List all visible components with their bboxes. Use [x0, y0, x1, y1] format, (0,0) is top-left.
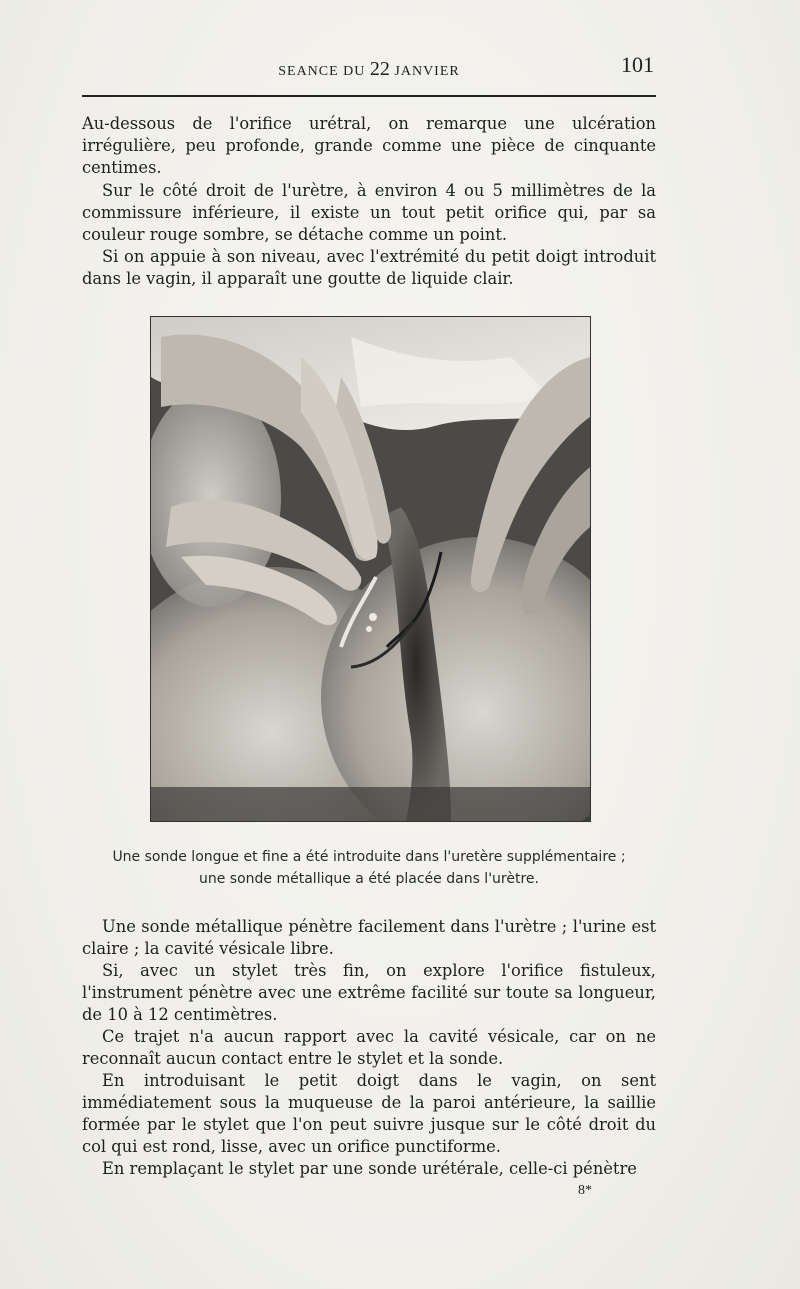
clinical-photograph: [150, 316, 591, 822]
caption-line: une sonde métallique a été placée dans l'urètre.: [199, 871, 539, 887]
paragraph: En remplaçant le stylet par une sonde urétérale, celle-ci pénètre: [102, 1159, 637, 1178]
signature-mark: 8*: [578, 1183, 592, 1198]
body-text-bottom: [82, 916, 656, 1180]
title-month: JANVIER: [394, 64, 460, 79]
body-text-top: [82, 113, 656, 291]
paragraph: Si, avec un stylet très fin, on explore l'orifice fistuleux, l'instrument pénètre avec une extrême facilité sur toute sa longueur, de 10 à 12 centimètres.: [82, 961, 656, 1024]
running-title: [82, 58, 656, 81]
paragraph: Si on appuie à son niveau, avec l'extrémité du petit doigt introduit dans le vagin, il apparaît une goutte de liquide clair.: [82, 247, 656, 289]
paragraph: Ce trajet n'a aucun rapport avec la cavité vésicale, car on ne reconnaît aucun contact entre le stylet et la sonde.: [82, 1027, 656, 1068]
caption-line: Une sonde longue et fine a été introduite dans l'uretère supplémentaire ;: [112, 849, 626, 865]
paragraph: Sur le côté droit de l'urètre, à environ 4 ou 5 millimètres de la commissure inférieure, il existe un tout petit orifice qui, par sa couleur rouge sombre, se détache comme un point.: [82, 180, 656, 245]
paragraph: Une sonde métallique pénètre facilement dans l'urètre ; l'urine est claire ; la cavité vésicale libre.: [82, 917, 656, 958]
running-head: [82, 52, 656, 80]
paragraph: En introduisant le petit doigt dans le vagin, on sent immédiatement sous la muqueuse de la paroi antérieure, la saillie formée par le stylet que l'on peut suivre jusque sur le côté droit du col qui est rond, lisse, avec un orifice punctiforme.: [82, 1071, 656, 1156]
paragraph: Au-dessous de l'orifice urétral, on remarque une ulcération irrégulière, peu profonde, grande comme une pièce de cinquante centimes.: [82, 114, 656, 178]
title-day: 22: [369, 58, 390, 80]
title-prefix: SEANCE DU: [278, 64, 366, 79]
page-number: 101: [621, 52, 654, 77]
figure-caption: [82, 846, 656, 890]
header-rule: [82, 95, 656, 97]
